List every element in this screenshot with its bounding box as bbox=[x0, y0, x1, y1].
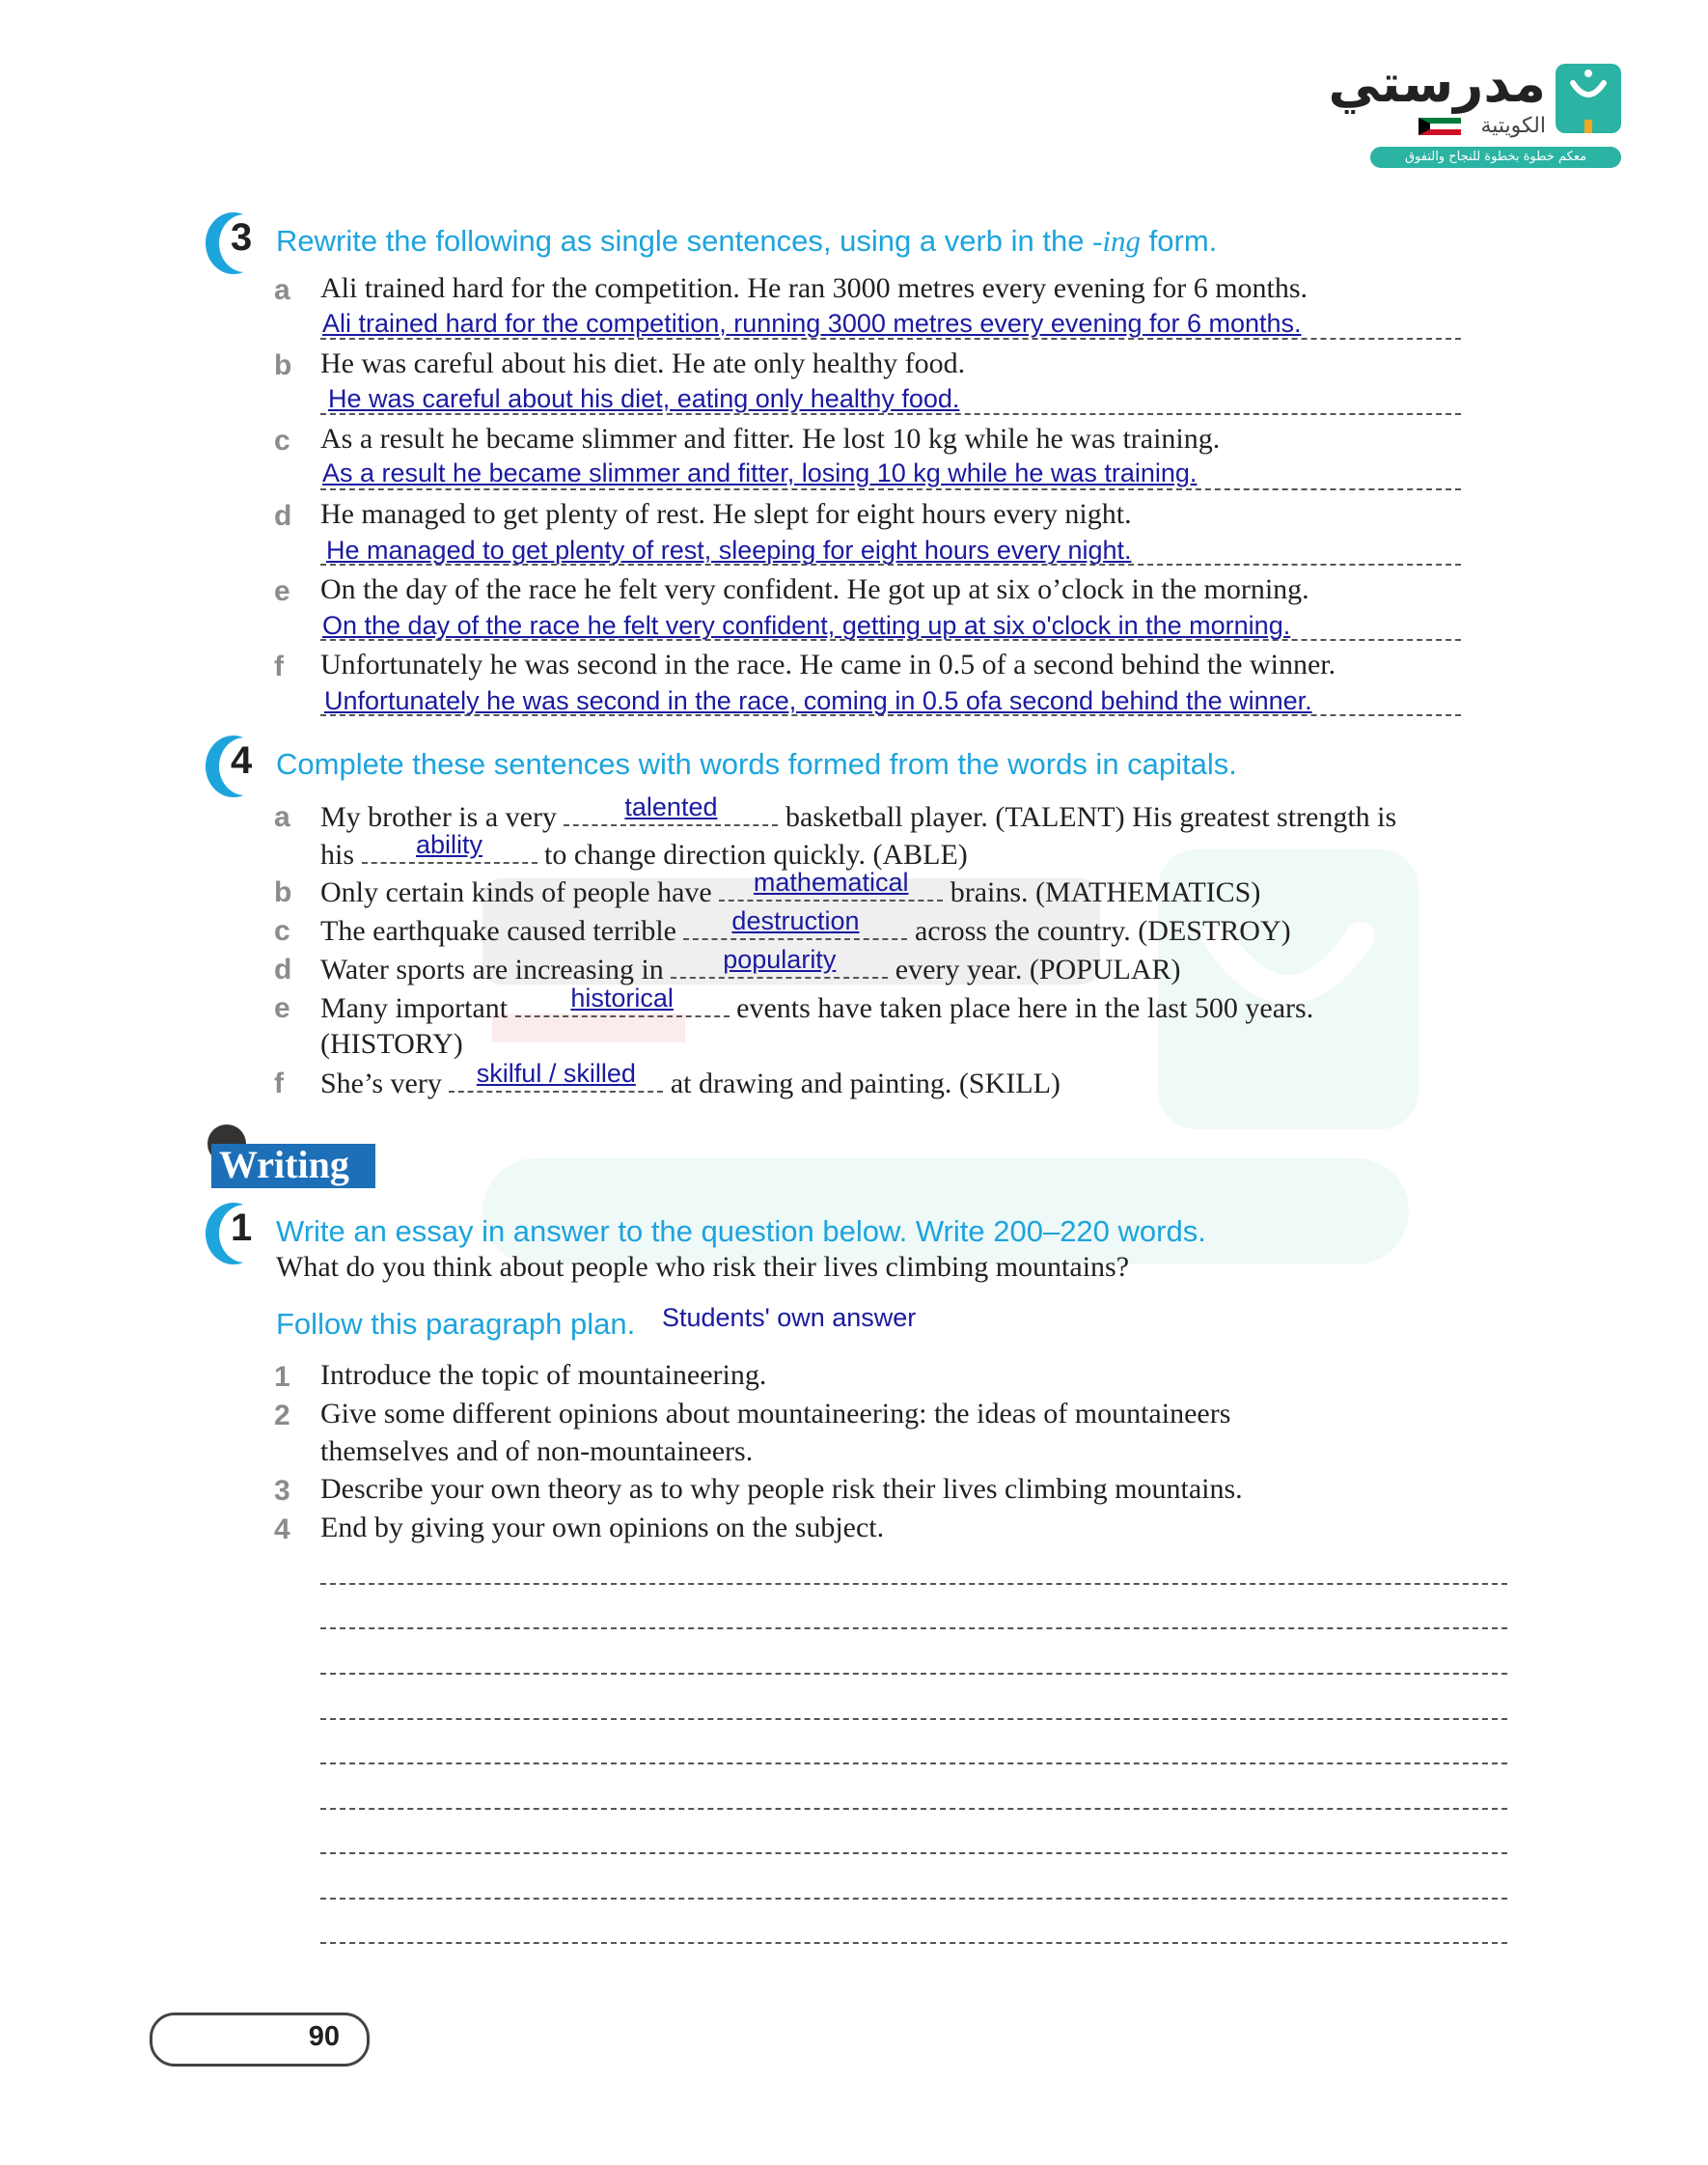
blank-answer: destruction bbox=[731, 906, 860, 935]
page-number-tab bbox=[150, 2012, 370, 2067]
item-prompt: Unfortunately he was second in the race. He came in 0.5 of a second behind the winner. bbox=[320, 649, 1336, 680]
item-sentence: She’s very skilful / skilled at drawing and painting. (SKILL) bbox=[320, 1059, 1061, 1099]
exercise-4-badge: 4 bbox=[206, 736, 262, 797]
writing-line bbox=[320, 1942, 1507, 1944]
writing-heading: Write an essay in answer to the question below. Write 200–220 words. bbox=[276, 1214, 1206, 1248]
item-sentence: My brother is a very talented basketball player. (TALENT) His greatest strength is bbox=[320, 792, 1397, 833]
item-letter: a bbox=[274, 801, 290, 833]
logo-tagline: معكم خطوة بخطوة للنجاح والتفوق bbox=[1370, 147, 1621, 168]
blank-field[interactable] bbox=[719, 868, 943, 902]
blank-field[interactable] bbox=[515, 984, 730, 1017]
blank-answer: skilful / skilled bbox=[476, 1059, 636, 1088]
item-answer: He was careful about his diet, eating only healthy food. bbox=[328, 384, 960, 413]
item-letter: b bbox=[274, 876, 292, 908]
plan-number: 3 bbox=[274, 1475, 290, 1507]
blank-answer: popularity bbox=[723, 945, 837, 974]
page-number: 90 bbox=[308, 2021, 340, 2052]
brand-logo bbox=[1328, 53, 1621, 174]
item-prompt: Ali trained hard for the competition. He ran 3000 metres every evening for 6 months. bbox=[320, 272, 1309, 304]
plan-number: 1 bbox=[274, 1361, 290, 1393]
item-letter: d bbox=[274, 500, 292, 532]
item-answer: Unfortunately he was second in the race, coming in 0.5 ofa second behind the winner. bbox=[324, 686, 1312, 715]
plan-text-cont: themselves and of non-mountaineers. bbox=[320, 1435, 754, 1467]
blank-answer: historical bbox=[570, 984, 674, 1013]
item-prompt: As a result he became slimmer and fitter. He lost 10 kg while he was training. bbox=[320, 423, 1221, 455]
item-sentence: Only certain kinds of people have mathematical brains. (MATHEMATICS) bbox=[320, 868, 1261, 908]
item-sentence-cont: (HISTORY) bbox=[320, 1028, 463, 1060]
item-sentence: The earthquake caused terrible destruction across the country. (DESTROY) bbox=[320, 906, 1291, 947]
blank-field[interactable] bbox=[449, 1059, 663, 1093]
writing-section-badge bbox=[207, 1124, 379, 1188]
item-letter: e bbox=[274, 992, 290, 1024]
item-letter: c bbox=[274, 425, 290, 457]
logo-title: مدرستي bbox=[1328, 53, 1546, 114]
exercise-4-heading: Complete these sentences with words formed from the words in capitals. bbox=[276, 747, 1237, 781]
blank-field[interactable] bbox=[362, 830, 537, 864]
item-prompt: He managed to get plenty of rest. He slept for eight hours every night. bbox=[320, 498, 1132, 530]
blank-field[interactable] bbox=[564, 792, 778, 826]
item-answer: As a result he became slimmer and fitter, losing 10 kg while he was training. bbox=[322, 458, 1198, 487]
logo-book-icon bbox=[1556, 64, 1621, 133]
blank-answer: ability bbox=[416, 830, 483, 859]
exercise-3-heading: Rewrite the following as single sentences, using a verb in the -ing form. bbox=[276, 224, 1218, 258]
plan-text: Introduce the topic of mountaineering. bbox=[320, 1359, 767, 1391]
exercise-3-badge: 3 bbox=[206, 212, 262, 274]
blank-field[interactable] bbox=[671, 945, 888, 979]
blank-answer: talented bbox=[624, 792, 718, 821]
plan-number: 4 bbox=[274, 1513, 290, 1545]
item-answer: Ali trained hard for the competition, running 3000 metres every evening for 6 months. bbox=[322, 309, 1302, 338]
item-prompt: He was careful about his diet. He ate only healthy food. bbox=[320, 347, 966, 379]
writing-question: What do you think about people who risk their lives climbing mountains? bbox=[276, 1251, 1130, 1283]
writing-line bbox=[320, 1718, 1507, 1720]
item-sentence-cont: his ability to change direction quickly. (ABLE) bbox=[320, 830, 968, 871]
writing-line bbox=[320, 1627, 1507, 1629]
item-sentence: Many important historical events have taken place here in the last 500 years. bbox=[320, 984, 1314, 1024]
plan-text: End by giving your own opinions on the subject. bbox=[320, 1512, 885, 1543]
writing-line bbox=[320, 1898, 1507, 1900]
item-letter: f bbox=[274, 651, 284, 682]
kuwait-flag-icon bbox=[1419, 118, 1461, 135]
item-letter: e bbox=[274, 575, 290, 607]
plan-text: Give some different opinions about mountaineering: the ideas of mountaineers bbox=[320, 1398, 1231, 1429]
item-letter: b bbox=[274, 349, 292, 381]
badge-letter: W bbox=[219, 1143, 258, 1186]
item-letter: a bbox=[274, 274, 290, 306]
writing-line bbox=[320, 1763, 1507, 1764]
item-letter: f bbox=[274, 1068, 284, 1099]
plan-text: Describe your own theory as to why people risk their lives climbing mountains. bbox=[320, 1473, 1243, 1505]
item-prompt: On the day of the race he felt very confident. He got up at six o’clock in the morning. bbox=[320, 573, 1309, 605]
item-letter: c bbox=[274, 915, 290, 947]
writing-line bbox=[320, 1808, 1507, 1810]
plan-answer: Students' own answer bbox=[662, 1303, 917, 1332]
item-letter: d bbox=[274, 954, 292, 985]
item-answer: On the day of the race he felt very confident, getting up at six o'clock in the morning. bbox=[322, 611, 1291, 640]
blank-field[interactable] bbox=[683, 906, 907, 940]
item-answer: He managed to get plenty of rest, sleeping for eight hours every night. bbox=[326, 536, 1132, 565]
writing-line bbox=[320, 1673, 1507, 1675]
badge-text: riting bbox=[257, 1143, 349, 1186]
plan-number: 2 bbox=[274, 1400, 290, 1431]
writing-line bbox=[320, 1583, 1507, 1585]
item-sentence: Water sports are increasing in popularity every year. (POPULAR) bbox=[320, 945, 1181, 985]
writing-exercise-1-badge: 1 bbox=[206, 1203, 262, 1264]
plan-heading: Follow this paragraph plan. bbox=[276, 1307, 636, 1341]
blank-answer: mathematical bbox=[753, 868, 909, 897]
writing-line bbox=[320, 1852, 1507, 1854]
logo-subtitle: الكويتية bbox=[1480, 114, 1546, 138]
